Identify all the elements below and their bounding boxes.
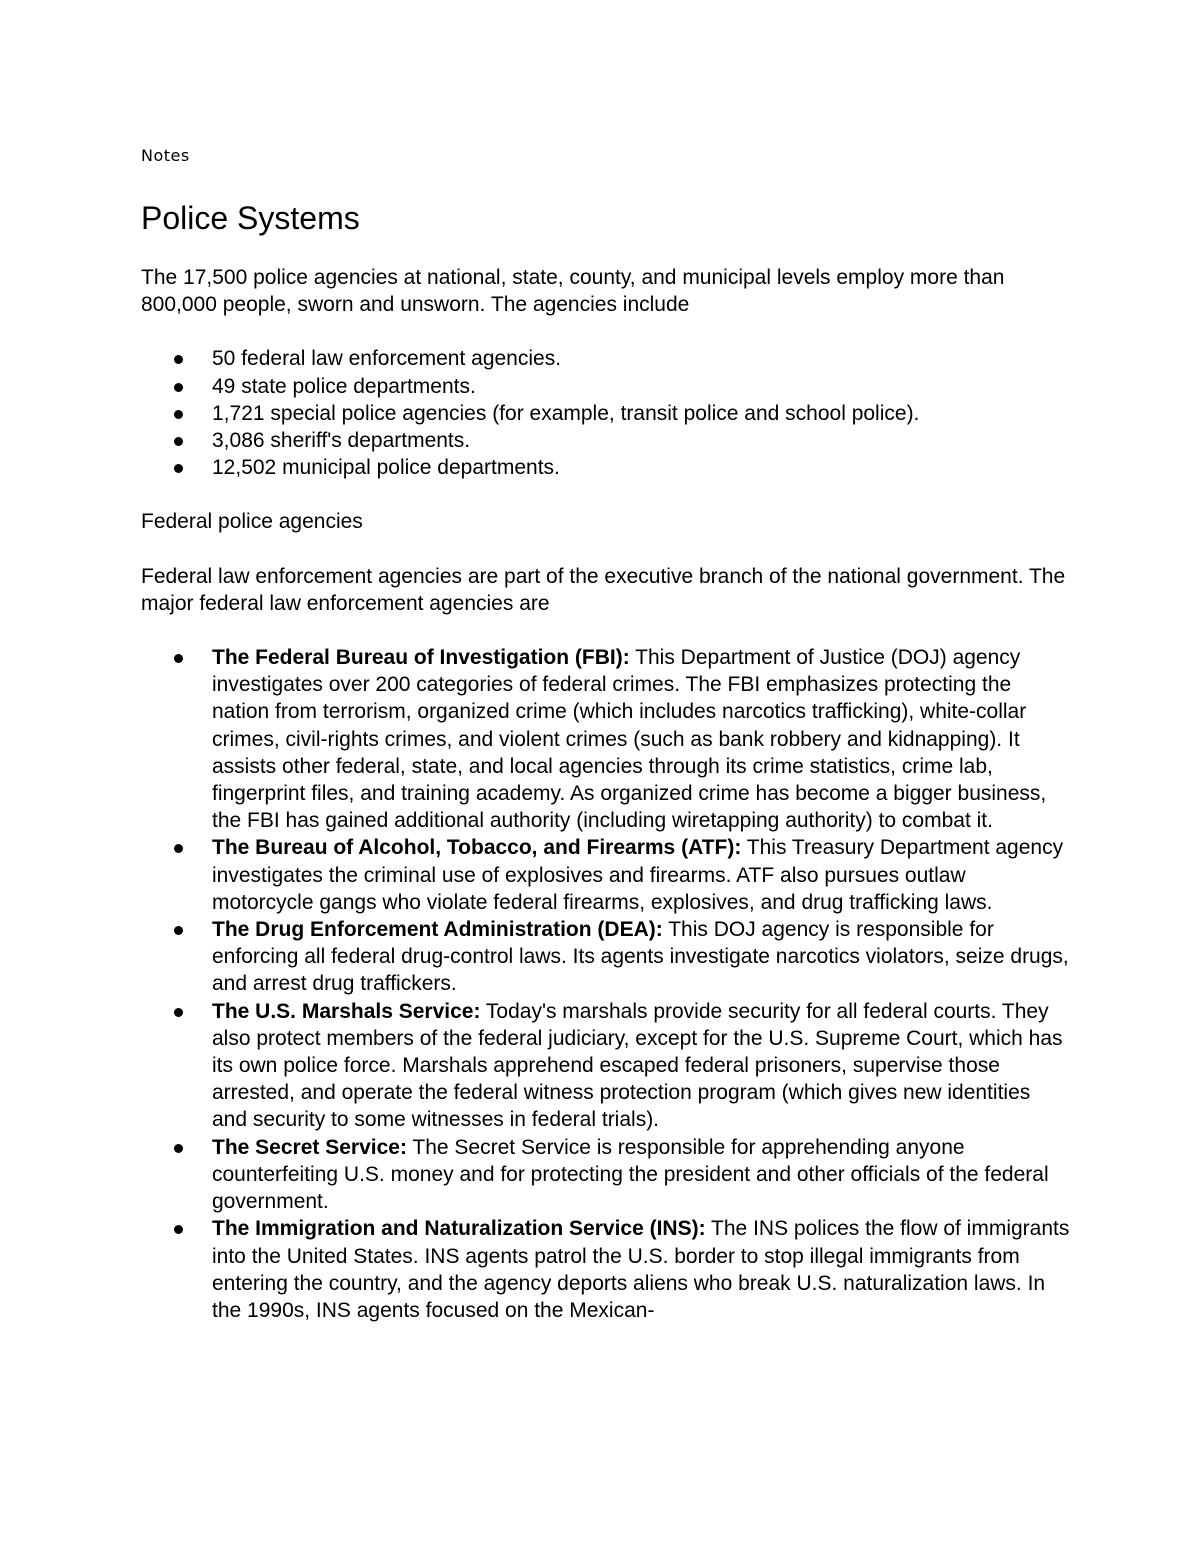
agency-name: The Immigration and Naturalization Service (INS): bbox=[212, 1217, 706, 1241]
list-item bbox=[212, 834, 1071, 916]
agency-name: The Drug Enforcement Administration (DEA): bbox=[212, 918, 663, 942]
agency-description: This Department of Justice (DOJ) agency investigates over 200 categories of federal crimes. The FBI emphasizes protecting the nation from terrorism, organized crime (which includes narcotics trafficking), white-collar crimes, civil-rights crimes, and violent crimes (such as bank robbery and kidnapping). It assists other federal, state, and local agencies through its crime statistics, crime lab, fingerprint files, and training academy. As organized crime has become a bigger business, the FBI has gained additional authority (including wiretapping authority) to combat it. bbox=[212, 646, 1047, 833]
bullet-icon bbox=[174, 464, 183, 473]
list-item bbox=[212, 916, 1071, 998]
bullet-icon bbox=[174, 410, 183, 419]
page-title: Police Systems bbox=[141, 200, 360, 236]
list-item-text: 3,086 sheriff's departments. bbox=[212, 429, 471, 453]
agency-description: This Treasury Department agency investigates the criminal use of explosives and firearms. ATF also pursues outlaw motorcycle gangs who violate federal firearms, explosives, and drug trafficking laws. bbox=[212, 836, 1064, 914]
list-item bbox=[212, 998, 1071, 1134]
list-item bbox=[212, 427, 1071, 454]
list-item-text: 50 federal law enforcement agencies. bbox=[212, 347, 562, 371]
list-item bbox=[212, 345, 1071, 372]
federal-agency-list bbox=[141, 644, 1071, 1324]
list-item bbox=[212, 1134, 1071, 1216]
agency-name: The Federal Bureau of Investigation (FBI): bbox=[212, 646, 630, 670]
agency-description: Today's marshals provide security for all federal courts. They also protect members of the federal judiciary, except for the U.S. Supreme Court, which has its own police force. Marshals apprehend escaped federal prisoners, supervise those arrested, and operate the federal witness protection program (which gives new identities and security to some witnesses in federal trials). bbox=[212, 999, 1063, 1132]
bullet-icon bbox=[174, 844, 183, 853]
list-item-text: 49 state police departments. bbox=[212, 374, 476, 398]
bullet-icon bbox=[174, 437, 183, 446]
list-item bbox=[212, 373, 1071, 400]
bullet-icon bbox=[174, 355, 183, 364]
list-item bbox=[212, 644, 1071, 834]
list-item bbox=[212, 400, 1071, 427]
list-item-text: 12,502 municipal police departments. bbox=[212, 456, 560, 480]
bullet-icon bbox=[174, 383, 183, 392]
bullet-icon bbox=[174, 926, 183, 935]
list-item-text: 1,721 special police agencies (for example, transit police and school police). bbox=[212, 401, 920, 425]
agency-description: The Secret Service is responsible for apprehending anyone counterfeiting U.S. money and for protecting the president and other officials of the federal government. bbox=[212, 1135, 1049, 1214]
list-item bbox=[212, 454, 1071, 481]
agency-description: This DOJ agency is responsible for enforcing all federal drug-control laws. Its agents investigate narcotics violators, seize drugs, and arrest drug traffickers. bbox=[212, 918, 1069, 996]
list-item bbox=[212, 1215, 1071, 1324]
header-label: Notes bbox=[141, 146, 190, 165]
section-heading: Federal police agencies bbox=[141, 510, 363, 534]
agency-count-list bbox=[141, 345, 1071, 481]
bullet-icon bbox=[174, 654, 183, 663]
bullet-icon bbox=[174, 1144, 183, 1153]
bullet-icon bbox=[174, 1008, 183, 1017]
federal-intro-paragraph: Federal law enforcement agencies are part of the executive branch of the national government. The major federal law enforcement agencies are bbox=[141, 564, 1066, 615]
intro-paragraph: The 17,500 police agencies at national, state, county, and municipal levels employ more than 800,000 people, sworn and unsworn. The agencies include bbox=[141, 266, 1005, 317]
bullet-icon bbox=[174, 1225, 183, 1234]
agency-name: The Bureau of Alcohol, Tobacco, and Firearms (ATF): bbox=[212, 836, 742, 860]
agency-name: The Secret Service: bbox=[212, 1135, 407, 1159]
agency-description: The INS polices the flow of immigrants into the United States. INS agents patrol the U.S. border to stop illegal immigrants from entering the country, and the agency deports aliens who break U.S. naturalization laws. In the 1990s, INS agents focused on the Mexican- bbox=[212, 1217, 1070, 1322]
document-body bbox=[141, 264, 1071, 1324]
agency-name: The U.S. Marshals Service: bbox=[212, 999, 481, 1023]
